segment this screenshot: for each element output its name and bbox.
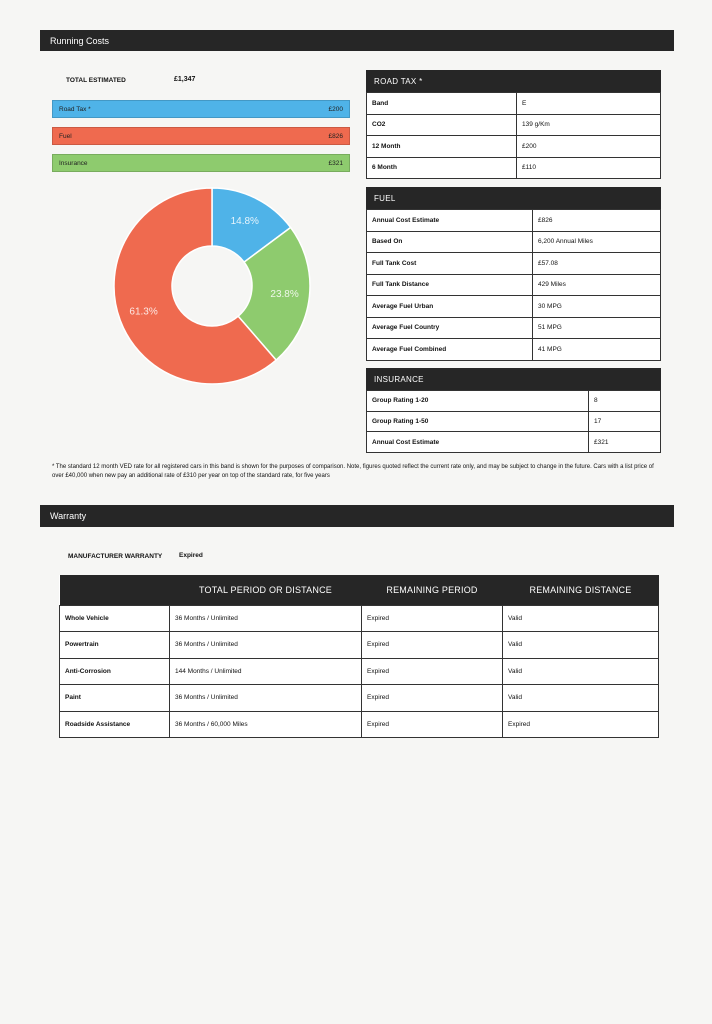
donut-slice-label: 14.8% — [230, 215, 259, 227]
fuel-row — [367, 339, 661, 361]
warranty-row-remaining-period: Expired — [362, 711, 503, 738]
road-tax-row-value: £110 — [517, 157, 661, 179]
fuel-table — [366, 209, 661, 361]
fuel-row — [367, 317, 661, 339]
insurance-bar-value: £321 — [328, 159, 343, 167]
fuel-row — [367, 231, 661, 253]
total-estimated-label: TOTAL ESTIMATED — [66, 77, 126, 84]
road-tax-row-value: £200 — [517, 136, 661, 158]
total-estimated-value: £1,347 — [174, 76, 196, 83]
running-costs-donut-chart — [110, 184, 314, 388]
road-tax-bar — [52, 100, 350, 118]
warranty-row-remaining-period: Expired — [362, 685, 503, 712]
insurance-bar — [52, 154, 350, 172]
warranty-table-wrap — [59, 575, 659, 738]
donut-slice-label: 61.3% — [129, 306, 158, 318]
warranty-row-remaining-distance: Valid — [503, 632, 659, 659]
insurance-title: INSURANCE — [366, 368, 661, 390]
fuel-row-label: Annual Cost Estimate — [367, 210, 533, 232]
warranty-row — [60, 658, 659, 685]
running-costs-title: Running Costs — [50, 35, 110, 46]
insurance-row — [367, 411, 661, 432]
fuel-row-value: 41 MPG — [533, 339, 661, 361]
warranty-row — [60, 685, 659, 712]
warranty-row-remaining-period: Expired — [362, 605, 503, 632]
warranty-header-blank — [60, 575, 170, 605]
warranty-header-remaining-distance: REMAINING DISTANCE — [503, 575, 659, 605]
insurance-box — [366, 368, 661, 453]
fuel-row-label: Average Fuel Combined — [367, 339, 533, 361]
warranty-row-component: Anti-Corrosion — [60, 658, 170, 685]
road-tax-row — [367, 136, 661, 158]
donut-slice-label: 23.8% — [270, 288, 299, 300]
insurance-row-value: 17 — [589, 411, 661, 432]
manufacturer-warranty-value: Expired — [179, 552, 203, 559]
road-tax-row-value: E — [517, 93, 661, 115]
insurance-row-label: Group Rating 1-20 — [367, 391, 589, 412]
road-tax-row-label: 12 Month — [367, 136, 517, 158]
fuel-row-label: Full Tank Cost — [367, 253, 533, 275]
fuel-row-value: 429 Miles — [533, 274, 661, 296]
warranty-header-total: TOTAL PERIOD OR DISTANCE — [170, 575, 362, 605]
manufacturer-warranty-label: MANUFACTURER WARRANTY — [68, 553, 163, 560]
running-costs-header — [40, 30, 674, 51]
warranty-row-component: Whole Vehicle — [60, 605, 170, 632]
road-tax-bar-value: £200 — [328, 105, 343, 113]
insurance-table — [366, 390, 661, 453]
fuel-row — [367, 296, 661, 318]
warranty-row-total: 36 Months / 60,000 Miles — [170, 711, 362, 738]
fuel-row — [367, 253, 661, 275]
fuel-bar — [52, 127, 350, 145]
fuel-row-label: Average Fuel Urban — [367, 296, 533, 318]
road-tax-row — [367, 157, 661, 179]
warranty-row — [60, 605, 659, 632]
fuel-row-value: £57.08 — [533, 253, 661, 275]
road-tax-row-label: Band — [367, 93, 517, 115]
road-tax-title: ROAD TAX * — [366, 70, 661, 92]
insurance-row — [367, 432, 661, 453]
fuel-title: FUEL — [366, 187, 661, 209]
warranty-row-total: 36 Months / Unlimited — [170, 632, 362, 659]
fuel-row-value: 51 MPG — [533, 317, 661, 339]
insurance-row-label: Annual Cost Estimate — [367, 432, 589, 453]
insurance-row-value: 8 — [589, 391, 661, 412]
fuel-row-label: Full Tank Distance — [367, 274, 533, 296]
road-tax-row-label: 6 Month — [367, 157, 517, 179]
road-tax-footnote: * The standard 12 month VED rate for all registered cars in this band is shown for the purposes of comparison. Note, figures quoted reflect the current rate only, and may be subject to change in the future. Cars with a list price of over £40,000 when new pay an additional rate of £310 per year on top of the standard rate, for five years — [52, 464, 654, 479]
warranty-title: Warranty — [50, 511, 87, 521]
fuel-row-value: 6,200 Annual Miles — [533, 231, 661, 253]
warranty-row — [60, 632, 659, 659]
fuel-row — [367, 274, 661, 296]
warranty-row-component: Roadside Assistance — [60, 711, 170, 738]
fuel-row-label: Based On — [367, 231, 533, 253]
fuel-row-value: 30 MPG — [533, 296, 661, 318]
warranty-row-remaining-distance: Expired — [503, 711, 659, 738]
insurance-row — [367, 391, 661, 412]
warranty-row-remaining-distance: Valid — [503, 605, 659, 632]
warranty-row-total: 144 Months / Unlimited — [170, 658, 362, 685]
warranty-row-remaining-distance: Valid — [503, 685, 659, 712]
warranty-table — [59, 575, 659, 738]
road-tax-row — [367, 93, 661, 115]
road-tax-row-value: 139 g/Km — [517, 114, 661, 136]
insurance-bar-label: Insurance — [59, 159, 88, 167]
insurance-row-value: £321 — [589, 432, 661, 453]
road-tax-bar-label: Road Tax * — [59, 105, 91, 113]
fuel-row — [367, 210, 661, 232]
insurance-row-label: Group Rating 1-50 — [367, 411, 589, 432]
road-tax-table — [366, 92, 661, 179]
warranty-row — [60, 711, 659, 738]
fuel-row-label: Average Fuel Country — [367, 317, 533, 339]
warranty-row-remaining-period: Expired — [362, 658, 503, 685]
road-tax-row — [367, 114, 661, 136]
warranty-header — [40, 505, 674, 527]
warranty-row-total: 36 Months / Unlimited — [170, 685, 362, 712]
fuel-bar-label: Fuel — [59, 132, 72, 140]
warranty-row-remaining-distance: Valid — [503, 658, 659, 685]
warranty-row-total: 36 Months / Unlimited — [170, 605, 362, 632]
fuel-row-value: £826 — [533, 210, 661, 232]
road-tax-box — [366, 70, 661, 179]
warranty-row-remaining-period: Expired — [362, 632, 503, 659]
road-tax-row-label: CO2 — [367, 114, 517, 136]
warranty-header-remaining-period: REMAINING PERIOD — [362, 575, 503, 605]
fuel-box — [366, 187, 661, 361]
warranty-row-component: Powertrain — [60, 632, 170, 659]
warranty-row-component: Paint — [60, 685, 170, 712]
fuel-bar-value: £826 — [328, 132, 343, 140]
